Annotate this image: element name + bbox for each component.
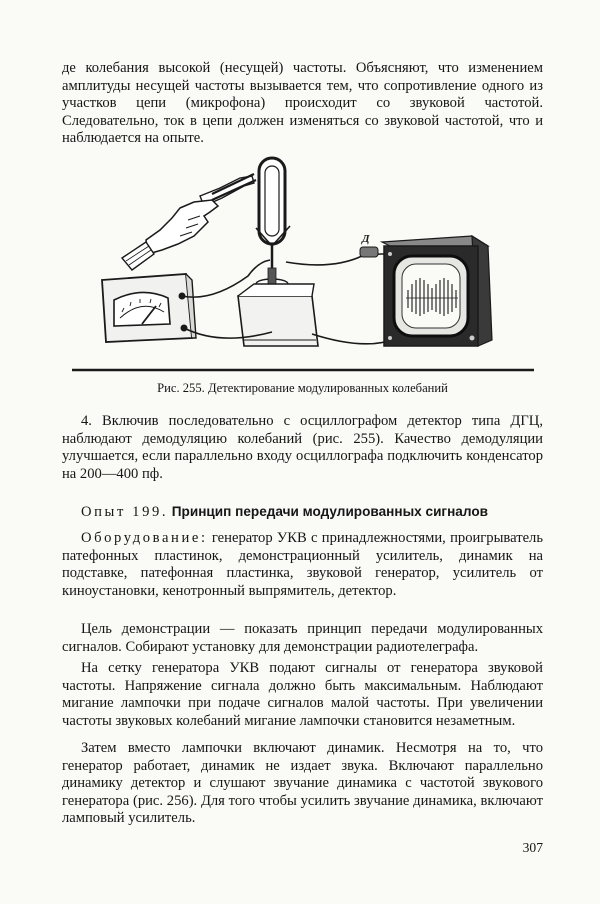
hand-with-tuning-fork-icon (122, 174, 256, 270)
paragraph-item-4-text: 4. Включив последовательно с осциллографом детектор типа ДГЦ, наблюдают демодуляцию колебаний (рис. 255). Качество демодуляции улучшается, если параллельно входу осциллографа подключить конденсатор на 200—400 пф. (62, 413, 543, 482)
meter-instrument-icon (102, 274, 196, 342)
equipment-text: генератор УКВ с принадлежностями, проигрыватель патефонных пластинок, демонстрационный усилитель, динамик на подставке, патефонная пластинка, звуковой генератор, усилитель от киноустановки, кенотронный выпрямитель, детектор. (62, 530, 543, 599)
oscilloscope-icon (382, 236, 492, 346)
paragraph-last-text: Затем вместо лампочки включают динамик. Несмотря на то, что генератор работает, динамик не издает звука. Включают параллельно динамику детектор и слушают звучание динамика с частотой звукового генератора (рис. 256). Для того чтобы усилить звучание динамика, включают ламповый усилитель. (62, 740, 543, 827)
paragraph-top (62, 60, 543, 148)
page-number: 307 (522, 840, 543, 855)
figure-caption: Рис. 255. Детектирование модулированных колебаний (157, 381, 448, 395)
paragraph-goal (62, 621, 543, 656)
equipment-label: Оборудование: (81, 530, 208, 546)
paragraph-grid (62, 660, 543, 730)
detector-d-icon (360, 233, 378, 257)
paragraph-item-4 (62, 413, 543, 483)
experiment-title: Принцип передачи модулированных сигналов (171, 504, 488, 519)
figure-255 (62, 150, 543, 375)
paragraph-grid-text: На сетку генератора УКВ подают сигналы от генератора звуковой частоты. Напряжение сигнала должно быть максимальным. Наблюдают мигание лампочки при подаче сигналов малой частоты. При увеличении частоты звуковых колебаний мигание лампочки становится незаметным. (62, 660, 543, 729)
experiment-heading (81, 503, 551, 521)
microphone-stand-icon (238, 158, 318, 346)
paragraph-top-text: де колебания высокой (несущей) частоты. Объясняют, что изменением амплитуды несущей частоты вызывается тем, что сопротивление одного из участков цепи (микрофона) происходит со звуковой частотой. Следовательно, ток в цепи должен изменяться со звуковой частотой, что и наблюдается на опыте. (62, 60, 543, 147)
paragraph-last (62, 740, 543, 828)
paragraph-equipment (62, 530, 543, 600)
label-d: Д (362, 233, 370, 245)
experiment-number: Опыт 199. (81, 504, 169, 520)
paragraph-goal-text: Цель демонстрации — показать принцип передачи модулированных сигналов. Собирают установку для демонстрации радиотелеграфа. (62, 621, 543, 655)
